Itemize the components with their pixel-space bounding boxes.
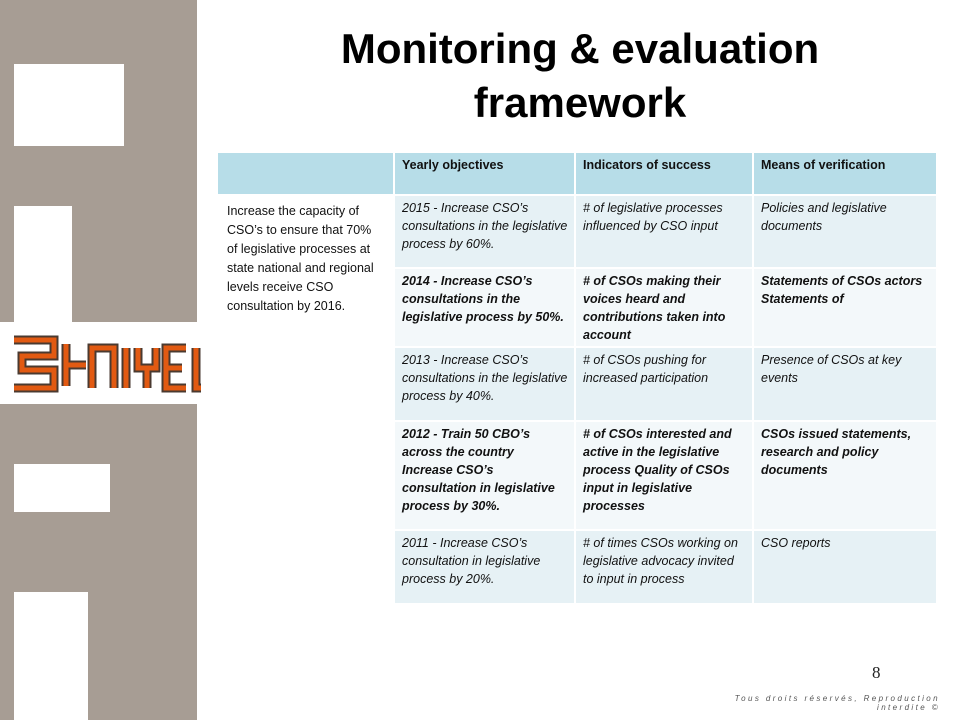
decor-block-top — [0, 0, 197, 64]
indicator-cell: # of CSOs making their voices heard and contributions taken into account — [575, 268, 753, 347]
copyright-footer: Tous droits réservés, Reproduction interdite © — [734, 694, 940, 712]
header-yearly-objectives: Yearly objectives — [394, 152, 575, 195]
decor-bottom — [0, 512, 197, 592]
page-title: Monitoring & evaluation framework — [340, 25, 820, 126]
decor-band — [0, 146, 197, 206]
objective-cell: 2012 - Train 50 CBO’s across the country Increase CSO’s consultation in legislative process by 30%. — [394, 421, 575, 530]
table-header-row — [217, 152, 937, 195]
table-row — [217, 195, 937, 268]
page-number: 8 — [872, 663, 881, 682]
header-indicators: Indicators of success — [575, 152, 753, 195]
verification-cell: CSO reports — [753, 530, 937, 604]
objective-cell: 2013 - Increase CSO’s consultations in the legislative process by 40%. — [394, 347, 575, 421]
header-goal — [217, 152, 394, 195]
me-framework-table — [216, 151, 938, 605]
objective-cell: 2014 - Increase CSO’s consultations in the legislative process by 50%. — [394, 268, 575, 347]
goal-cell: Increase the capacity of CSO’s to ensure that 70% of legislative processes at state national and regional levels receive CSO consultation by 2016. — [217, 195, 394, 604]
verification-cell: Statements of CSOs actors Statements of — [753, 268, 937, 347]
decor-lower — [0, 404, 197, 464]
objective-cell: 2011 - Increase CSO’s consultation in legislative process by 20%. — [394, 530, 575, 604]
decor-lower-right — [110, 464, 197, 512]
indicator-cell: # of CSOs pushing for increased participation — [575, 347, 753, 421]
verification-cell: Presence of CSOs at key events — [753, 347, 937, 421]
niyel-logo-icon — [0, 322, 202, 404]
verification-cell: Policies and legislative documents — [753, 195, 937, 268]
decor-strip-right — [124, 64, 197, 146]
niyel-logo — [0, 322, 202, 404]
header-verification: Means of verification — [753, 152, 937, 195]
indicator-cell: # of legislative processes influenced by CSO input — [575, 195, 753, 268]
decor-mid — [72, 206, 197, 322]
indicator-cell: # of CSOs interested and active in the legislative process Quality of CSOs input in legislative processes — [575, 421, 753, 530]
objective-cell: 2015 - Increase CSO’s consultations in the legislative process by 60%. — [394, 195, 575, 268]
indicator-cell: # of times CSOs working on legislative advocacy invited to input in process — [575, 530, 753, 604]
decor-bottom-right — [88, 592, 197, 720]
verification-cell: CSOs issued statements, research and policy documents — [753, 421, 937, 530]
